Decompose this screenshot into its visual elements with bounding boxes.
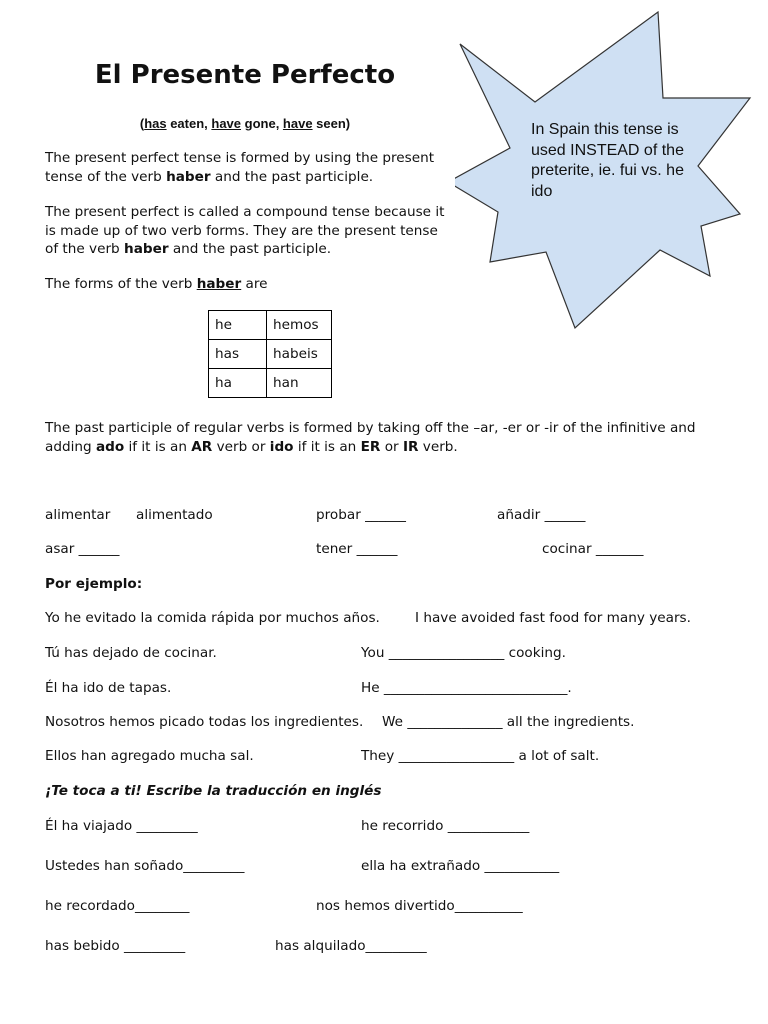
example-es: Tú has dejado de cocinar. (45, 645, 217, 661)
practice-anadir[interactable]: añadir ______ (497, 507, 586, 523)
example-en-blank[interactable]: We ______________ all the ingredients. (382, 714, 635, 730)
practice-tener[interactable]: tener ______ (316, 541, 398, 557)
paragraph-intro: The present perfect tense is formed by using the present tense of the verb haber and the past participle. (45, 150, 435, 185)
practice-probar[interactable]: probar ______ (316, 507, 406, 523)
subtitle-word-have-1: have (211, 116, 242, 131)
page-title: El Presente Perfecto (94, 60, 396, 90)
table-cell: han (267, 369, 332, 398)
haber-conjugation-table (208, 310, 332, 398)
exercise-item[interactable]: he recordado________ (45, 898, 190, 914)
callout-text: In Spain this tense is used INSTEAD of the preterite, ie. fui vs. he ido (531, 121, 684, 200)
subtitle: (has eaten, have gone, have seen) (139, 116, 351, 131)
table-cell: he (209, 311, 267, 340)
exercise-item[interactable]: ella ha extrañado ___________ (361, 858, 560, 874)
practice-cocinar[interactable]: cocinar _______ (542, 541, 644, 557)
example-es: Ellos han agregado mucha sal. (45, 748, 254, 764)
table-cell: ha (209, 369, 267, 398)
example-en-blank[interactable]: You _________________ cooking. (361, 645, 566, 661)
example-en-blank[interactable]: He ___________________________. (361, 680, 572, 696)
forms-line: The forms of the verb haber are (45, 276, 268, 292)
exercise-item[interactable]: has bebido _________ (45, 938, 186, 954)
exercise-item[interactable]: nos hemos divertido__________ (316, 898, 523, 914)
exercise-item[interactable]: Ustedes han soñado_________ (45, 858, 245, 874)
example-es: Nosotros hemos picado todas los ingredientes. (45, 714, 364, 730)
table-row (209, 369, 332, 398)
practice-asar[interactable]: asar ______ (45, 541, 120, 557)
te-toca-heading: ¡Te toca a ti! Escribe la traducción en inglés (45, 783, 382, 799)
paragraph-compound: The present perfect is called a compound tense because it is made up of two verb forms. They are the present tense of the verb haber and the past participle. (45, 204, 445, 257)
table-row (209, 311, 332, 340)
example-es: Yo he evitado la comida rápida por muchos años. (45, 610, 380, 626)
por-ejemplo-heading: Por ejemplo: (45, 576, 143, 592)
practice-alimentado: alimentado (136, 507, 213, 523)
practice-alimentar: alimentar (45, 507, 111, 523)
table-cell: hemos (267, 311, 332, 340)
participle-rule: The past participle of regular verbs is formed by taking off the –ar, -er or -ir of the infinitive and adding ado if it is an AR verb or ido if it is an ER or IR verb. (45, 420, 696, 455)
example-en-blank[interactable]: They _________________ a lot of salt. (361, 748, 600, 764)
exercise-item[interactable]: he recorrido ____________ (361, 818, 530, 834)
example-en: I have avoided fast food for many years. (415, 610, 691, 626)
table-cell: has (209, 340, 267, 369)
exercise-item[interactable]: has alquilado_________ (275, 938, 427, 954)
table-cell: habeis (267, 340, 332, 369)
exercise-item[interactable]: Él ha viajado _________ (45, 818, 198, 834)
subtitle-word-have-2: have (282, 116, 313, 131)
example-es: Él ha ido de tapas. (45, 680, 172, 696)
table-row (209, 340, 332, 369)
subtitle-word-has: has (144, 116, 167, 131)
